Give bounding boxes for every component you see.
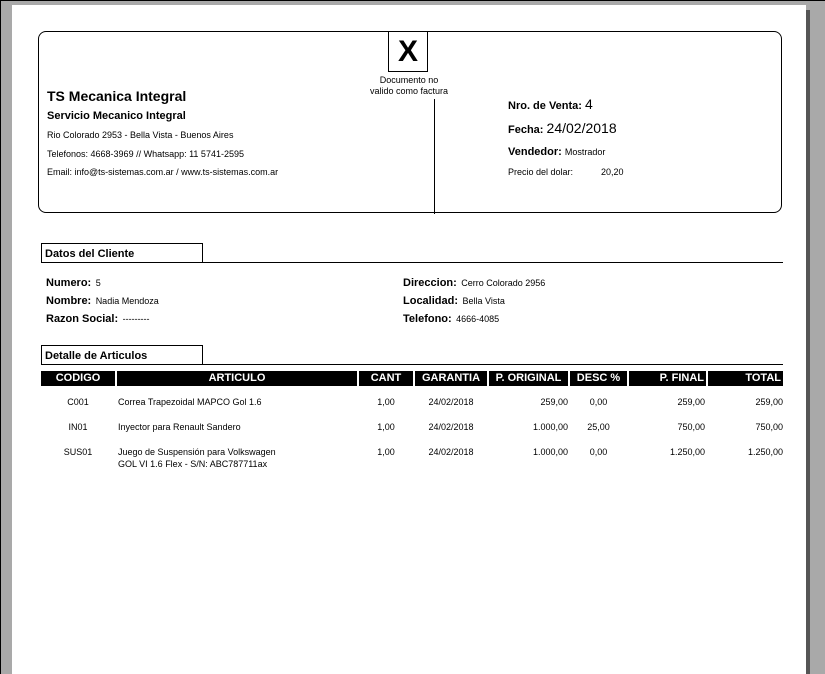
cell-articulo-line2: GOL VI 1.6 Flex - S/N: ABC787711ax <box>118 459 268 469</box>
nombre-value: Nadia Mendoza <box>95 296 159 306</box>
section-detalle-title: Detalle de Articulos <box>41 345 203 364</box>
cell-cant: 1,00 <box>377 397 395 407</box>
x-note-line1: Documento no <box>379 75 439 85</box>
direccion-label: Direccion: <box>403 277 457 289</box>
col-desc: DESC % <box>570 371 627 386</box>
col-articulo: ARTICULO <box>117 371 357 386</box>
section-detalle-line <box>41 364 783 365</box>
cell-cant: 1,00 <box>377 422 395 432</box>
fecha <box>508 120 617 136</box>
precio-dolar <box>508 167 624 177</box>
col-cant: CANT <box>359 371 413 386</box>
company-address: Rio Colorado 2953 - Bella Vista - Buenos Aires <box>47 130 234 140</box>
cell-codigo: IN01 <box>68 422 88 432</box>
cell-total: 1.250,00 <box>747 447 783 457</box>
cell-articulo: Juego de Suspensión para Volkswagen <box>118 447 276 457</box>
document-type-note <box>364 75 454 97</box>
cell-p-original: 1.000,00 <box>532 447 568 457</box>
window-frame-top <box>0 0 825 1</box>
nombre-label: Nombre: <box>46 295 92 307</box>
cell-p-original: 1.000,00 <box>532 422 568 432</box>
cliente-localidad <box>403 291 505 309</box>
cell-desc: 0,00 <box>589 447 608 457</box>
cell-garantia: 24/02/2018 <box>428 397 474 407</box>
section-cliente-line <box>41 262 783 263</box>
direccion-value: Cerro Colorado 2956 <box>461 278 546 288</box>
cliente-nombre <box>46 291 159 309</box>
vendedor-value: Mostrador <box>564 147 606 157</box>
telefono-value: 4666-4085 <box>456 314 500 324</box>
x-note-line2: valido como factura <box>369 86 449 96</box>
cell-total: 259,00 <box>755 397 783 407</box>
cell-articulo: Correa Trapezoidal MAPCO Gol 1.6 <box>118 397 262 407</box>
vendedor <box>508 146 605 158</box>
company-subtitle: Servicio Mecanico Integral <box>47 110 186 122</box>
articles-table-header <box>41 371 783 386</box>
company-phones: Telefonos: 4668-3969 // Whatsapp: 11 5741-2595 <box>47 149 244 159</box>
page-shadow <box>806 10 810 674</box>
cell-p-original: 259,00 <box>540 397 568 407</box>
venta-number <box>508 96 593 112</box>
razon-label: Razon Social: <box>46 313 119 325</box>
cliente-direccion <box>403 273 545 291</box>
col-p-final: P. FINAL <box>629 371 706 386</box>
report-page <box>12 5 806 674</box>
header-divider <box>434 99 435 214</box>
document-type-mark: X <box>388 32 428 72</box>
cell-p-final: 1.250,00 <box>669 447 705 457</box>
company-email: Email: info@ts-sistemas.com.ar / www.ts-sistemas.com.ar <box>47 167 279 177</box>
company-name: TS Mecanica Integral <box>47 88 187 104</box>
cliente-numero <box>46 273 101 291</box>
numero-value: 5 <box>95 278 101 288</box>
cell-garantia: 24/02/2018 <box>428 422 474 432</box>
cell-cant: 1,00 <box>377 447 395 457</box>
fecha-label: Fecha: <box>508 124 544 136</box>
fecha-value: 24/02/2018 <box>546 120 617 136</box>
venta-value: 4 <box>585 96 593 112</box>
cell-desc: 25,00 <box>587 422 610 432</box>
numero-label: Numero: <box>46 277 92 289</box>
cliente-telefono <box>403 309 499 327</box>
cell-codigo: SUS01 <box>63 447 93 457</box>
venta-label: Nro. de Venta: <box>508 100 582 112</box>
cell-garantia: 24/02/2018 <box>428 447 474 457</box>
cell-codigo: C001 <box>67 397 89 407</box>
window-frame-left <box>0 0 1 674</box>
precio-value: 20,20 <box>601 167 624 177</box>
cell-articulo: Inyector para Renault Sandero <box>118 422 241 432</box>
localidad-value: Bella Vista <box>462 296 505 306</box>
cell-p-final: 750,00 <box>677 422 705 432</box>
col-p-original: P. ORIGINAL <box>489 371 568 386</box>
precio-label: Precio del dolar: <box>508 167 574 177</box>
cell-p-final: 259,00 <box>677 397 705 407</box>
localidad-label: Localidad: <box>403 295 459 307</box>
section-cliente-title: Datos del Cliente <box>41 243 203 262</box>
cliente-razon-social <box>46 309 150 327</box>
col-codigo: CODIGO <box>41 371 115 386</box>
col-garantia: GARANTIA <box>415 371 487 386</box>
vendedor-label: Vendedor: <box>508 146 562 158</box>
col-total: TOTAL <box>708 371 783 386</box>
razon-value: --------- <box>122 314 150 324</box>
header-box <box>38 31 782 213</box>
telefono-label: Telefono: <box>403 313 452 325</box>
cell-total: 750,00 <box>755 422 783 432</box>
cell-desc: 0,00 <box>589 397 608 407</box>
